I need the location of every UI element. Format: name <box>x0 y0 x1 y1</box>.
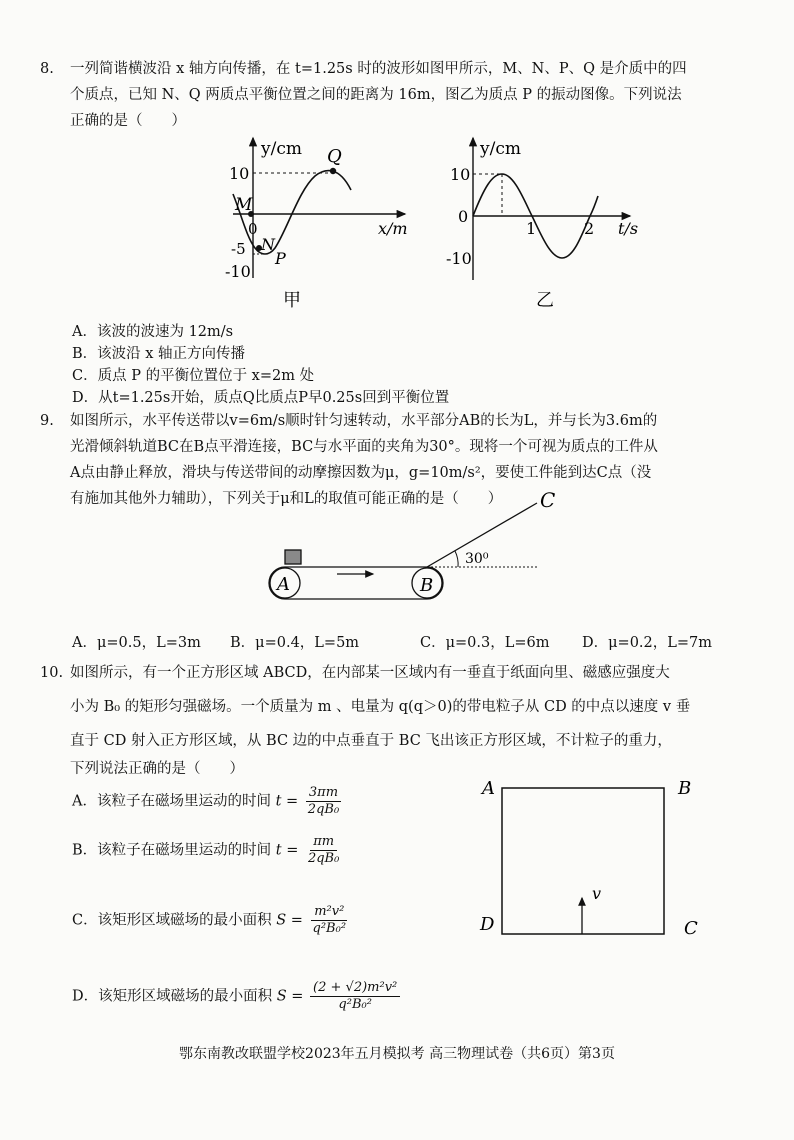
angle-arc <box>455 551 458 567</box>
q8-figure-jia <box>215 130 415 315</box>
q8-stem <box>40 56 740 134</box>
q10-stem-line1: 如图所示，有一个正方形区域 ABCD，在内部某一区域内有一垂直于纸面向里、磁感应强度大 <box>70 665 670 681</box>
frac-numerator: πm <box>310 834 337 851</box>
q10-option-d[interactable] <box>72 980 400 1013</box>
q10-option-b-fraction <box>305 834 342 867</box>
page-footer: 鄂东南教改联盟学校2023年五月模拟考 高三物理试卷（共6页）第3页 <box>179 1046 615 1062</box>
q10-option-d-lhs: S = <box>276 988 304 1005</box>
jia-tick-m5: -5 <box>231 240 246 258</box>
jia-label-P: P <box>275 249 286 268</box>
frac-denominator: q²B₀² <box>312 921 347 936</box>
label-C: C <box>684 918 698 939</box>
q9-number: 9. <box>40 413 54 429</box>
jia-xlabel: x/m <box>378 219 408 238</box>
q9-stem-line4: 有施加其他外力辅助），下列关于μ和L的取值可能正确的是（ ） <box>70 491 503 507</box>
q10-option-a-fraction <box>305 785 342 818</box>
label-A: A <box>482 778 495 799</box>
q10-option-a-text: A．该粒子在磁场里运动的时间 <box>72 793 271 810</box>
q8-number: 8. <box>40 61 54 77</box>
q8-stem-line1: 一列简谐横波沿 x 轴方向传播，在 t=1.25s 时的波形如图甲所示，M、N、P、Q 是介质中的四 <box>70 61 687 77</box>
square-ABCD <box>502 788 664 934</box>
yi-ylabel: y/cm <box>480 139 521 159</box>
q10-number: 10. <box>40 665 64 681</box>
yi-tick-2: 2 <box>584 219 595 238</box>
q8-option-d[interactable]: D．从t=1.25s开始，质点Q比质点P早0.25s回到平衡位置 <box>72 390 450 406</box>
q8-figure-yi <box>440 130 640 315</box>
q10-option-c-lhs: S = <box>276 912 303 929</box>
q10-option-d-fraction <box>310 980 400 1013</box>
q9-stem-line1: 如图所示，水平传送带以v=6m/s顺时针匀速转动，水平部分AB的长为L，并与长为3.6m的 <box>70 413 658 429</box>
frac-denominator: 2qB₀ <box>307 802 340 817</box>
q10-option-b-text: B．该粒子在磁场里运动的时间 <box>72 842 272 859</box>
q10-option-a-lhs: t = <box>275 793 299 810</box>
angle-label: 30⁰ <box>465 551 489 567</box>
jia-tick-10: 10 <box>229 164 250 183</box>
jia-tick-m10: -10 <box>225 262 251 281</box>
jia-label-M: M <box>235 195 253 215</box>
q8-stem-line3: 正确的是（ ） <box>70 113 186 129</box>
q9-stem-line2: 光滑倾斜轨道BC在B点平滑连接，BC与水平面的夹角为30°。现将一个可视为质点的工件从 <box>70 439 658 455</box>
q10-option-c-text: C．该矩形区域磁场的最小面积 <box>72 912 272 929</box>
q10-stem <box>40 656 740 780</box>
q8-option-b[interactable]: B．该波沿 x 轴正方向传播 <box>72 346 246 362</box>
frac-numerator: 3πm <box>306 785 341 802</box>
q10-option-d-text: D．该矩形区域磁场的最小面积 <box>72 988 273 1005</box>
jia-origin: 0 <box>248 220 258 238</box>
q10-option-a[interactable] <box>72 785 342 818</box>
q10-option-c[interactable] <box>72 904 349 937</box>
frac-numerator: m²v² <box>311 904 347 921</box>
jia-caption: 甲 <box>283 290 301 311</box>
label-D: D <box>480 914 495 935</box>
q10-stem-line2: 小为 B₀ 的矩形匀强磁场。一个质量为 m 、电量为 q(q＞0)的带电粒子从 CD 的中点以速度 v 垂 <box>70 699 691 715</box>
q10-figure-square <box>474 772 714 942</box>
q9-option-b[interactable]: B．μ=0.4，L=5m <box>230 635 360 651</box>
label-B: B <box>678 778 692 799</box>
label-A: A <box>277 574 290 595</box>
yi-xlabel: t/s <box>618 219 639 238</box>
q8-option-a[interactable]: A．该波的波速为 12m/s <box>72 324 234 340</box>
yi-tick-m10: -10 <box>446 249 472 268</box>
q10-stem-line3: 直于 CD 射入正方形区域，从 BC 边的中点垂直于 BC 飞出该正方形区域，不计粒子的重力， <box>70 733 672 749</box>
workpiece-block <box>285 550 301 564</box>
frac-numerator: (2 + √2)m²v² <box>310 980 400 997</box>
jia-ylabel: y/cm <box>261 139 302 159</box>
yi-caption: 乙 <box>536 290 554 311</box>
label-v: v <box>592 884 602 903</box>
frac-denominator: 2qB₀ <box>307 851 340 866</box>
q9-option-c[interactable]: C．μ=0.3，L=6m <box>420 635 550 651</box>
q8-option-c[interactable]: C．质点 P 的平衡位置位于 x=2m 处 <box>72 368 315 384</box>
frac-denominator: q²B₀² <box>338 997 372 1012</box>
yi-tick-1: 1 <box>526 219 537 238</box>
yi-tick-10: 10 <box>450 165 471 184</box>
point-Q <box>330 168 336 174</box>
yi-tick-0: 0 <box>458 207 469 226</box>
q10-option-b-lhs: t = <box>275 842 299 859</box>
q8-stem-line2: 个质点，已知 N、Q 两质点平衡位置之间的距离为 16m，图乙为质点 P 的振动图像。下列说法 <box>70 87 682 103</box>
jia-label-N: N <box>261 235 275 254</box>
q10-stem-line4: 下列说法正确的是（ ） <box>70 761 244 777</box>
label-C: C <box>540 488 555 512</box>
q9-option-d[interactable]: D．μ=0.2，L=7m <box>582 635 713 651</box>
q9-figure-conveyor <box>255 485 555 615</box>
q10-option-c-fraction <box>310 904 350 937</box>
q10-option-b[interactable] <box>72 834 342 867</box>
q9-stem-line3: A点由静止释放，滑块与传送带间的动摩擦因数为μ，g=10m/s²，要使工件能到达C点（没 <box>70 465 652 481</box>
q9-option-a[interactable]: A．μ=0.5，L=3m <box>72 635 201 651</box>
jia-label-Q: Q <box>327 146 342 167</box>
label-B: B <box>420 575 434 596</box>
